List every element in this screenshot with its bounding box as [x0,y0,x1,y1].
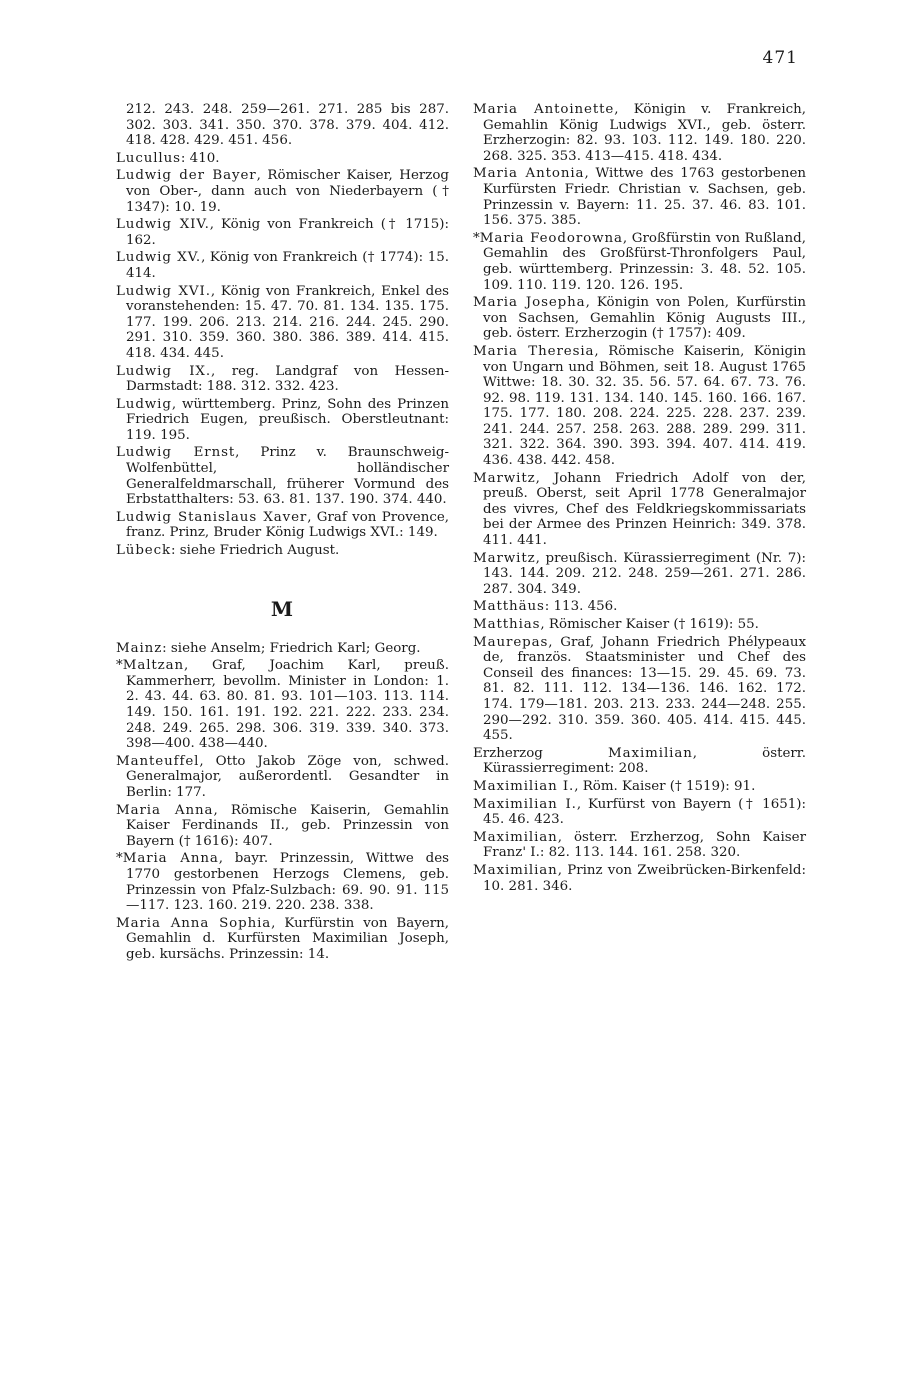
index-entry [473,166,806,228]
entry-name: Maximilian I. [473,778,575,794]
entry-name: Ludwig der Bayer [116,168,257,184]
index-entry [473,617,806,633]
entry-text: : siehe Anselm; Friedrich Karl; Georg. [162,640,421,656]
index-entry [473,231,806,293]
index-entry [116,658,449,752]
entry-text: , Römische Kaiserin, Königin von Ungarn und Böhmen, seit 18. August 1765 Wittwe: 18. 30. 32. 35. 56. 57. 64. 67. 73. 76. 92. 98. 119. 131. 134. 140. 145. 160. 166. 167. 175. 177. 180. 208. 224. 225. 228. 237. 239. 241. 244. 257. 258. 263. 288. 289. 299. 311. 321. 322. 364. 390. 393. 394. 407. 414. 419. 436. 438. 442. 458. [483,343,806,469]
index-entry [116,284,449,362]
entry-name: Mainz [116,640,163,656]
entry-name: Lübeck [116,543,172,559]
entry-name: Maria Anna [116,802,214,818]
index-entry [116,641,449,657]
index-column-right [473,102,806,896]
entry-text: , König von Frankreich, Enkel des voranstehenden: 15. 47. 70. 81. 134. 135. 175. 177. 199. 206. 213. 214. 216. 244. 245. 290. 291. 310. 359. 360. 380. 386. 389. 414. 415. 418. 434. 445. [126,283,450,361]
entry-prefix: Erzherzog [473,745,609,761]
index-entry [116,168,449,215]
entry-name: Maximilian [608,745,693,761]
entry-name: Ludwig XVI. [116,283,211,299]
entry-text: : siehe Friedrich August. [171,543,340,559]
index-entry [473,102,806,164]
index-entry [473,295,806,342]
entry-name: Maria Josepha [473,295,586,311]
entry-name: Marwitz [473,550,536,566]
entry-name: Marwitz [473,470,536,486]
entry-text: , Röm. Kaiser († 1519): 91. [574,778,756,794]
entry-text: , reg. Landgraf von Hessen-Darmstadt: 188. 312. 332. 423. [126,363,449,395]
entry-name: Maria Anna Sophia [116,915,272,931]
entry-text: 212. 243. 248. 259—261. 271. 285 bis 287. 302. 303. 341. 350. 370. 378. 379. 404. 412. 418. 428. 429. 451. 456. [126,102,449,149]
index-entry [473,599,806,615]
entry-text: , Großfürstin von Rußland, Gemahlin des Großfürst-Thronfolgers Paul, geb. württemberg. Prinzessin: 3. 48. 52. 105. 109. 110. 119. 120. 126. 195. [483,230,806,293]
index-entry [116,250,449,281]
entry-text: , österr. Kürassierregiment: 208. [483,745,806,777]
index-entry [473,863,806,894]
index-entry [116,445,449,507]
entry-text: , König von Frankreich († 1774): 15. 414. [126,250,449,281]
entry-text: : 113. 456. [544,599,618,615]
entry-text: , König von Frankreich († 1715): 162. [126,217,450,248]
entry-text: , Graf von Provence, franz. Prinz, Bruder König Ludwigs XVI.: 149. [126,509,449,541]
index-entry [116,510,449,541]
entry-name: Ludwig XV. [116,250,202,266]
index-entry [116,217,449,248]
index-entry [116,151,449,167]
entry-prefix: * [116,658,123,674]
index-entry [473,779,806,795]
entry-text: , Römische Kaiserin, Gemahlin Kaiser Ferdinands II., geb. Prinzessin von Bayern († 1616): 407. [126,802,449,849]
entries-right [473,102,806,894]
entry-name: Matthäus [473,599,545,615]
index-entry [116,803,449,850]
entry-name: Matthias [473,617,541,632]
entry-text: , Kurfürst von Bayern († 1651): 45. 46. 423. [483,796,806,828]
index-entry [473,471,806,549]
entry-text: , Otto Jakob Zöge von, schwed. Generalmajor, außerordentl. Gesandter in Berlin: 177. [126,753,449,800]
entry-text: , Wittwe des 1763 gestorbenen Kurfürsten Friedr. Christian v. Sachsen, geb. Prinzessin v. Bayern: 11. 25. 37. 46. 83. 101. 156. 375. 385. [483,166,806,229]
entry-name: Maria Antoinette [473,102,615,117]
index-entry [473,797,806,828]
entries-before-section [116,102,449,559]
index-entry [473,746,806,777]
index-column-left [116,102,449,965]
entry-text: , Königin von Polen, Kurfürstin von Sachsen, Gemahlin König Augusts III., geb. österr. Erzherzogin († 1757): 409. [483,295,806,342]
entry-name: Maria Feodorowna [479,230,623,246]
entry-name: Maximilian [473,862,558,878]
entry-name: Maximilian I. [473,796,577,812]
entry-name: Maltzan [122,658,185,674]
entry-text: , preußisch. Kürassierregiment (Nr. 7): 143. 144. 209. 212. 248. 259—261. 271. 286. 287. 304. 349. [483,550,806,597]
entry-name: Ludwig IX. [116,363,211,379]
entry-name: Maria Antonia [473,166,585,182]
entry-name: Manteuffel [116,753,200,769]
entry-name: Maria Theresia [473,343,595,359]
index-entry [116,364,449,395]
entry-prefix: * [116,851,123,867]
entry-name: Maria Anna [122,851,219,867]
entry-text: , Graf, Joachim Karl, preuß. Kammerherr, bevollm. Minister in London: 1. 2. 43. 44. 63. 80. 81. 93. 101—103. 113. 114. 149. 150. 161. 191. 192. 221. 222. 233. 234. 248. 249. 265. 298. 306. 319. 339. 340. 373. 398—400. 438—440. [126,658,449,752]
index-entry [473,344,806,469]
entry-name: Ludwig Stanislaus Xaver [116,509,308,525]
index-entry [116,916,449,963]
entry-text: , Römischer Kaiser, Herzog von Ober-, dann auch von Niederbayern († 1347): 10. 19. [126,168,449,215]
index-entry [116,754,449,801]
entry-name: Ludwig [116,396,172,412]
index-entry [116,102,449,149]
entry-text: , bayr. Prinzessin, Wittwe des 1770 gestorbenen Herzogs Clemens, geb. Prinzessin von Pfalz-Sulzbach: 69. 90. 91. 115—117. 123. 160. 219. 220. 238. 338. [126,851,449,914]
entry-text: , Johann Friedrich Adolf von der, preuß. Oberst, seit April 1778 Generalmajor des vivres, Chef des Feldkriegskommissariats bei der Armee des Prinzen Heinrich: 349. 378. 411. 441. [483,470,806,549]
index-entry [116,397,449,444]
entry-text: , württemberg. Prinz, Sohn des Prinzen Friedrich Eugen, preußisch. Oberstleutnant: 119. 195. [126,396,449,443]
entries-after-section [116,641,449,963]
entry-name: Maximilian [473,829,558,845]
entry-text: , Graf, Johann Friedrich Phélypeaux de, französ. Staatsminister und Chef des Conseil des finances: 13—15. 29. 45. 69. 73. 81. 82. 111. 112. 134—136. 146. 162. 172. 174. 179—181. 203. 213. 233. 244—248. 255. 290—292. 310. 359. 360. 405. 414. 415. 445. 455. [483,634,806,744]
entry-text: : 410. [180,150,220,166]
entry-text: , Kurfürstin von Bayern, Gemahlin d. Kurfürsten Maximilian Joseph, geb. kursächs. Prinzessin: 14. [126,915,450,962]
index-entry [473,635,806,744]
index-entry [473,830,806,861]
index-entry [116,543,449,559]
index-entry [116,851,449,913]
entry-text: , Prinz v. Braunschweig-Wolfenbüttel, holländischer Generalfeldmarschall, früherer Vormund des Erbstatthalters: 53. 63. 81. 137. 190. 374. 440. [126,445,449,508]
entry-name: Lucullus [116,150,181,166]
entry-prefix: * [473,230,480,246]
index-entry [473,551,806,598]
entry-text: , Römischer Kaiser († 1619): 55. [540,617,759,632]
entry-text: , Königin v. Frankreich, Gemahlin König Ludwigs XVI., geb. österr. Erzherzogin: 82. 93. 103. 112. 149. 180. 220. 268. 325. 353. 413—415. 418. 434. [483,102,806,164]
entry-text: , österr. Erzherzog, Sohn Kaiser Franz' I.: 82. 113. 144. 161. 258. 320. [483,829,806,861]
entry-text: , Prinz von Zweibrücken-Birkenfeld: 10. 281. 346. [483,862,806,894]
entry-name: Maurepas [473,634,549,650]
entry-name: Ludwig XIV. [116,217,210,233]
page-number: 471 [762,48,798,68]
entry-name: Ludwig Ernst [116,445,236,461]
section-letter-m: M [270,596,295,621]
